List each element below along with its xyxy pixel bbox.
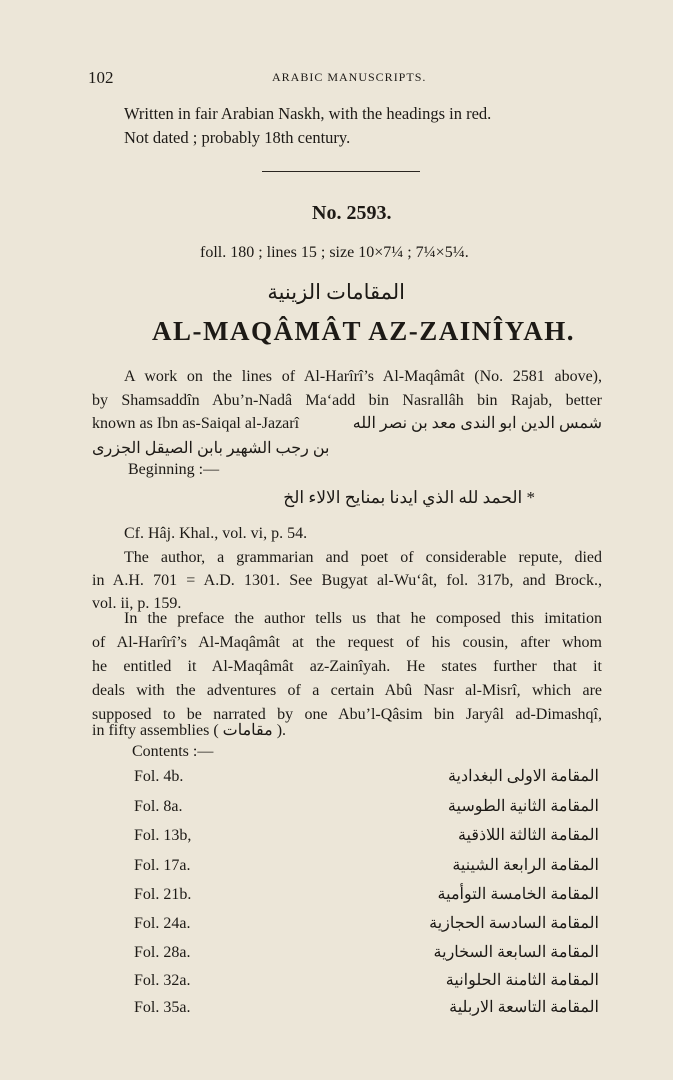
description-line: A work on the lines of Al-Harîrî’s Al-Maqâmât (No. 2581 above), [124, 368, 602, 385]
description-line: by Shamsaddîn Abu’n-Nadâ Ma‘add bin Nasrallâh bin Rajab, better [92, 392, 602, 409]
preface-para-line: supposed to be narrated by one Abu’l-Qâsim bin Jaryâl ad-Dimashqî, [92, 706, 602, 723]
beginning-label: Beginning :— [128, 461, 220, 478]
author-name-arabic: شمس الدين ابو الندى معد بن نصر الله [352, 415, 602, 432]
contents-arabic: المقامة الخامسة التوأمية [437, 886, 599, 903]
author-para-line: in A.H. 701 = A.D. 1301. See Bugyat al-Wu‘ât, fol. 317b, and Brock., [92, 572, 602, 589]
contents-folio: Fol. 24a. [134, 915, 191, 932]
contents-folio: Fol. 35a. [134, 999, 191, 1016]
manuscript-number: No. 2593. [312, 202, 392, 224]
author-name-arabic-cont: بن رجب الشهير بابن الصيقل الجزرى [92, 440, 330, 457]
contents-folio: Fol. 28a. [134, 944, 191, 961]
contents-arabic: المقامة الرابعة الشينية [452, 857, 599, 874]
author-para-line: vol. ii, p. 159. [92, 595, 182, 612]
work-title: AL-MAQÂMÂT AZ-ZAINÎYAH. [152, 316, 576, 346]
preface-para-line: In the preface the author tells us that he composed this imitation [124, 610, 602, 627]
preface-para-line: in fifty assemblies ( مقامات ). [92, 722, 287, 739]
reference: Cf. Hâj. Khal., vol. vi, p. 54. [124, 525, 308, 542]
preface-para-line: of Al-Harîrî’s Al-Maqâmât at the request of his cousin, after whom [92, 634, 602, 651]
running-title: ARABIC MANUSCRIPTS. [272, 70, 427, 84]
page-number: 102 [88, 68, 114, 87]
contents-arabic: المقامة التاسعة الاربلية [449, 999, 599, 1016]
contents-folio: Fol. 21b. [134, 886, 192, 903]
arabic-title: المقامات الزينية [267, 280, 405, 304]
contents-arabic: المقامة السابعة السخارية [433, 944, 599, 961]
contents-label: Contents :— [132, 743, 214, 760]
intro-line-1: Written in fair Arabian Naskh, with the headings in red. [124, 104, 492, 123]
section-divider [262, 171, 420, 172]
preface-para-line: he entitled it Al-Maqâmât az-Zainîyah. He states further that it [92, 658, 602, 675]
contents-arabic: المقامة الثامنة الحلوانية [445, 972, 599, 989]
contents-folio: Fol. 8a. [134, 798, 183, 815]
preface-para-line: deals with the adventures of a certain Abû Nasr al-Misrî, which are [92, 682, 602, 699]
contents-arabic: المقامة الثانية الطوسية [447, 798, 599, 815]
description-line: known as Ibn as-Saiqal al-Jazarî [92, 415, 300, 432]
contents-folio: Fol. 32a. [134, 972, 191, 989]
contents-arabic: المقامة الثالثة اللاذقية [457, 827, 599, 844]
beginning-text-arabic: * الحمد لله الذي ايدنا بمنايح الالاء الخ [283, 488, 535, 507]
contents-arabic: المقامة السادسة الحجازية [429, 915, 599, 932]
intro-line-2: Not dated ; probably 18th century. [124, 128, 351, 147]
manuscript-specs: foll. 180 ; lines 15 ; size 10×7¼ ; 7¼×5¼. [200, 244, 469, 261]
contents-folio: Fol. 4b. [134, 768, 184, 785]
author-para-line: The author, a grammarian and poet of considerable repute, died [124, 549, 602, 566]
contents-arabic: المقامة الاولى البغدادية [447, 768, 599, 785]
contents-folio: Fol. 17a. [134, 857, 191, 874]
contents-folio: Fol. 13b, [134, 827, 192, 844]
